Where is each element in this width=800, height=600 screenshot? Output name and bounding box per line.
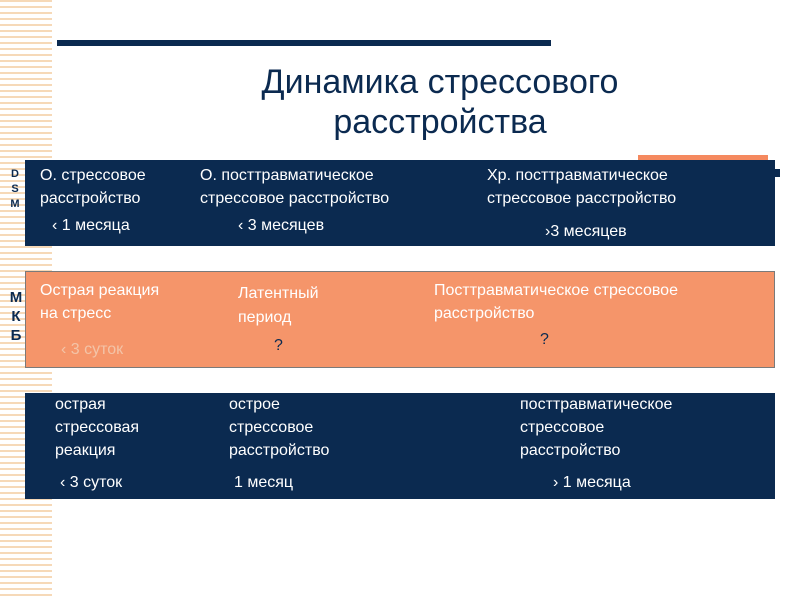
dsm-col3-duration: ›3 месяцев: [545, 223, 627, 240]
mkb-col3-label-2: расстройство: [434, 305, 535, 322]
side-letter: К: [11, 308, 21, 325]
mkb-col1-label-2: на стресс: [40, 305, 112, 322]
mkb-col2-duration: ?: [274, 337, 283, 354]
other-col1-label-1: острая: [55, 396, 106, 413]
title-top-bar: [57, 40, 551, 46]
other-col2-duration: 1 месяц: [234, 474, 294, 491]
other-col3-duration: › 1 месяца: [553, 474, 631, 491]
dsm-col3-label-2: стрессовое расстройство: [487, 190, 677, 207]
other-col1-label-2: стрессовая: [55, 419, 140, 436]
dsm-col2-duration: ‹ 3 месяцев: [238, 217, 325, 234]
side-letter: D: [11, 168, 19, 180]
dsm-col1-duration: ‹ 1 месяца: [52, 217, 130, 234]
other-col2-label-2: стрессовое: [229, 419, 314, 436]
side-label-dsm: [8, 167, 22, 212]
mkb-col3-label-1: Посттравматическое стрессовое: [434, 282, 678, 299]
side-label-mkb: [8, 288, 24, 345]
other-col1-label-3: реакция: [55, 442, 116, 459]
other-col2-label-3: расстройство: [229, 442, 330, 459]
mkb-col1-duration: ‹ 3 суток: [61, 341, 124, 358]
title-line-1: Динамика стрессового: [261, 63, 619, 101]
title-line-2: расстройства: [333, 103, 547, 141]
other-col3-label-1: посттравматическое: [520, 396, 673, 413]
dsm-col1-label-1: О. стрессовое: [40, 167, 146, 184]
side-letter: М: [9, 289, 23, 306]
other-col3-label-2: стрессовое: [520, 419, 605, 436]
dsm-band: [25, 160, 775, 246]
side-letter: S: [11, 183, 19, 195]
dsm-col1-label-2: расстройство: [40, 190, 141, 207]
side-letter: Б: [10, 327, 22, 344]
other-band: [25, 393, 775, 499]
dsm-col2-label-1: О. посттравматическое: [200, 167, 374, 184]
dsm-col2-label-2: стрессовое расстройство: [200, 190, 390, 207]
mkb-col2-label-1: Латентный: [238, 285, 319, 302]
mkb-col2-label-2: период: [238, 309, 292, 326]
other-col1-duration: ‹ 3 суток: [60, 474, 123, 491]
mkb-col1-label-1: Острая реакция: [40, 282, 160, 299]
slide-title: [220, 62, 660, 142]
mkb-col3-duration: ?: [540, 331, 549, 348]
dsm-col3-label-1: Хр. посттравматическое: [487, 167, 668, 184]
side-letter: M: [10, 198, 20, 210]
mkb-band: [25, 271, 775, 368]
other-col3-label-3: расстройство: [520, 442, 621, 459]
other-col2-label-1: острое: [229, 396, 280, 413]
